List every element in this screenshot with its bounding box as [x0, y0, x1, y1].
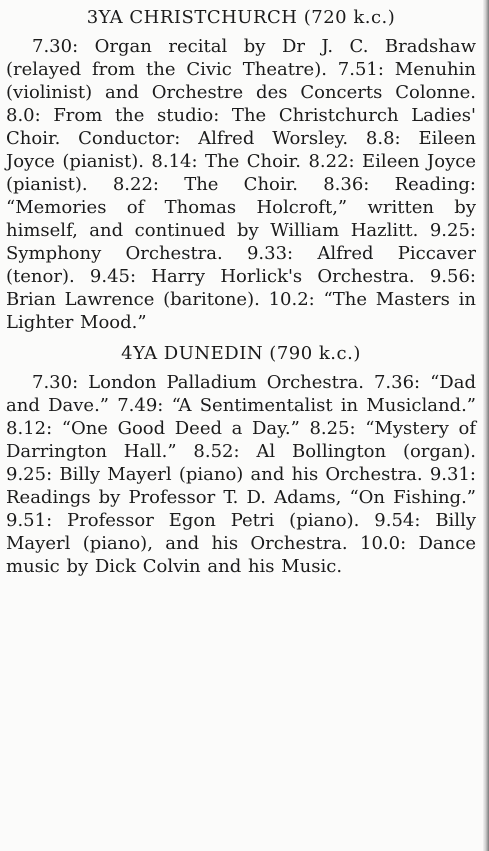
radio-listings-column — [6, 6, 476, 578]
station-heading-3ya: 3YA CHRISTCHURCH (720 k.c.) — [86, 7, 396, 28]
page-edge-shadow — [483, 0, 489, 851]
program-listing-4ya: 7.30: London Palladium Orchestra. 7.36: “Dad and Dave.” 7.49: “A Sentimentalist in Musicland.” 8.12: “One Good Deed a Day.” 8.25: “Mystery of Darrington Hall.” 8.52: Al Bollington (organ). 9.25: Billy Mayerl (piano) and his Orchestra. 9.31: Readings by Professor T. D. Adams, “On Fishing.” 9.51: Professor Egon Petri (piano). 9.54: Billy Mayerl (piano), and his Orchestra. 10.0: Dance music by Dick Colvin and his Music. — [6, 372, 476, 577]
station-heading-4ya: 4YA DUNEDIN (790 k.c.) — [121, 343, 361, 364]
program-listing-3ya: 7.30: Organ recital by Dr J. C. Bradshaw (relayed from the Civic Theatre). 7.51: Menuhin (violinist) and Orchestre des Concerts Colonne. 8.0: From the studio: The Christchurch Ladies' Choir. Conductor: Alfred Worsley. 8.8: Eileen Joyce (pianist). 8.14: The Choir. 8.22: Eileen Joyce (pianist). 8.22: The Choir. 8.36: Reading: “Memories of Thomas Holcroft,” written by himself, and continued by William Hazlitt. 9.25: Symphony Orchestra. 9.33: Alfred Piccaver (tenor). 9.45: Harry Horlick's Orchestra. 9.56: Brian Lawrence (baritone). 10.2: “The Masters in Lighter Mood.” — [6, 36, 476, 333]
